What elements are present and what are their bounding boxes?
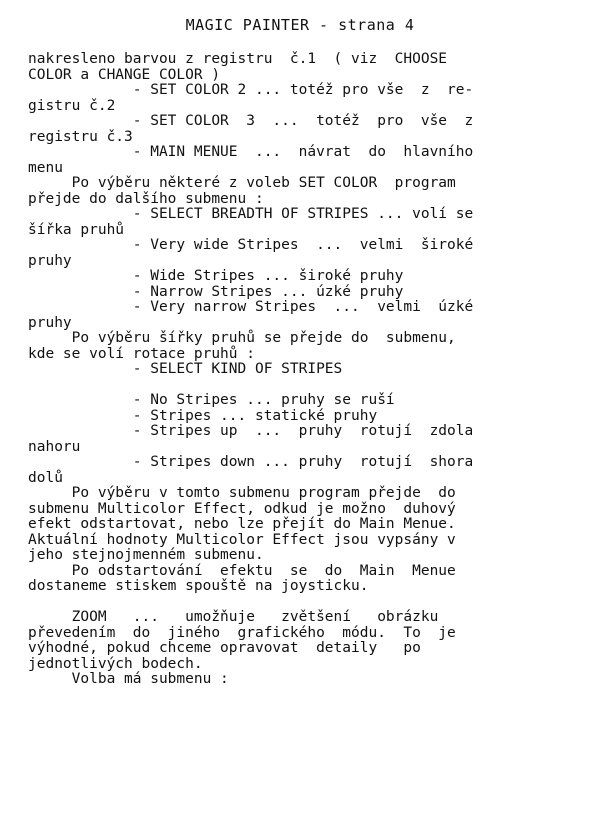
text-line: registru č.3 <box>28 128 133 145</box>
text-line: - Wide Stripes ... široké pruhy <box>28 268 404 284</box>
text-line: Po výběru některé z voleb SET COLOR program <box>28 175 456 191</box>
text-line: - Stripes down ... pruhy rotují shora <box>28 454 474 470</box>
text-line: - MAIN MENUE ... návrat do hlavního <box>28 144 474 160</box>
text-line: - No Stripes ... pruhy se ruší <box>28 392 395 408</box>
text-line: - Stripes up ... pruhy rotují zdola <box>28 423 474 439</box>
text-line: nakresleno barvou z registru č.1 ( viz CHOOSE <box>28 51 448 67</box>
document-body <box>28 52 576 688</box>
text-line: převedením do jiného grafického módu. To je <box>28 624 456 641</box>
text-line: Aktuální hodnoty Multicolor Effect jsou vypsány v <box>28 531 456 548</box>
text-line: - SET COLOR 2 ... totéž pro vše z re- <box>28 82 474 98</box>
text-line: Po výběru šířky pruhů se přejde do submenu, <box>28 330 456 346</box>
text-line: - Narrow Stripes ... úzké pruhy <box>28 283 404 300</box>
text-line <box>28 595 576 611</box>
text-line: - SET COLOR 3 ... totéž pro vše z <box>28 113 474 129</box>
page-title: MAGIC PAINTER - strana 4 <box>185 16 415 34</box>
text-line: Po výběru v tomto submenu program přejde do <box>28 485 456 501</box>
text-line: - Very narrow Stripes ... velmi úzké <box>28 299 474 315</box>
text-line: COLOR a CHANGE COLOR ) <box>28 66 221 83</box>
text-line: nahoru <box>28 438 81 455</box>
text-line: výhodné, pokud chceme opravovat detaily po <box>28 640 421 656</box>
text-line: přejde do dalšího submenu : <box>28 190 264 207</box>
text-line: - SELECT BREADTH OF STRIPES ... volí se <box>28 206 474 222</box>
text-line: - SELECT KIND OF STRIPES <box>28 361 343 377</box>
text-line: pruhy <box>28 314 72 331</box>
text-line: pruhy <box>28 252 72 269</box>
text-line: Volba má submenu : <box>28 671 229 687</box>
text-line: jeho stejnojmenném submenu. <box>28 547 264 563</box>
text-line: ZOOM ... umožňuje zvětšení obrázku <box>28 609 439 625</box>
text-line <box>28 378 576 394</box>
text-line: kde se volí rotace pruhů : <box>28 345 255 362</box>
text-line: gistru č.2 <box>28 97 116 114</box>
text-line: šířka pruhů <box>28 221 125 238</box>
text-line: menu <box>28 159 63 176</box>
text-line: dostaneme stiskem spouště na joysticku. <box>28 578 369 594</box>
text-line: dolů <box>28 469 63 486</box>
text-line: jednotlivých bodech. <box>28 655 203 672</box>
text-line: submenu Multicolor Effect, odkud je možno duhový <box>28 500 456 517</box>
text-line: efekt odstartovat, nebo lze přejít do Main Menue. <box>28 516 456 532</box>
text-line: Po odstartování efektu se do Main Menue <box>28 562 456 579</box>
text-line: - Very wide Stripes ... velmi široké <box>28 237 474 253</box>
text-line: - Stripes ... statické pruhy <box>28 407 378 424</box>
